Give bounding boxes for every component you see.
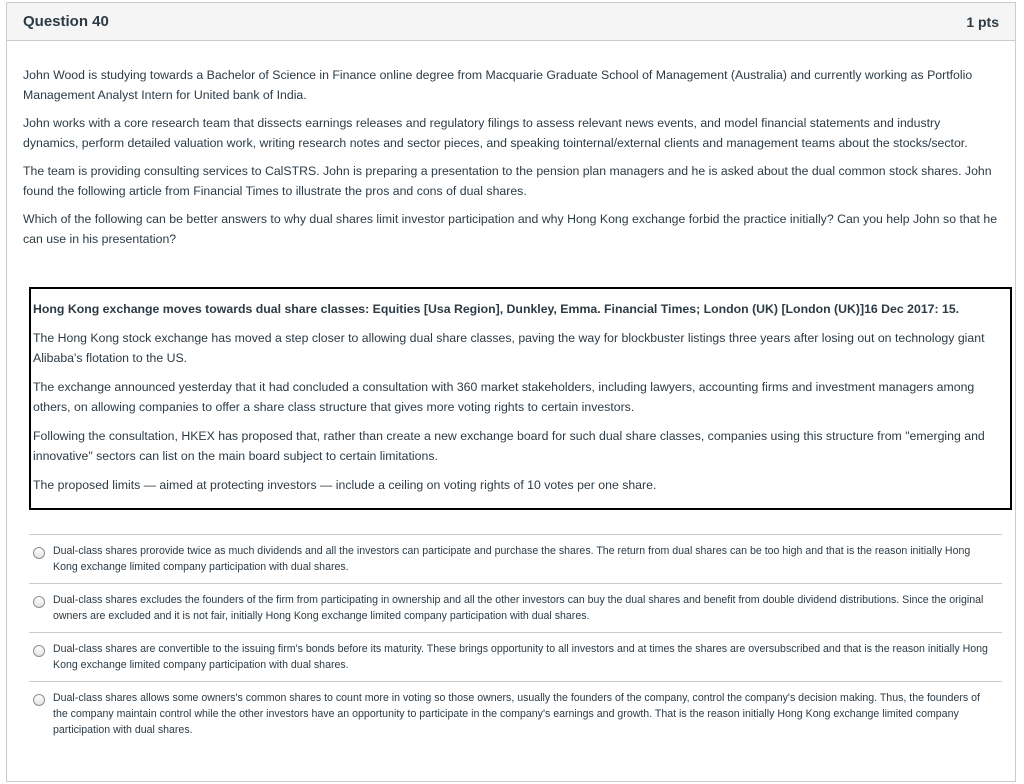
answer-list (29, 534, 1002, 746)
question-body (7, 41, 1015, 746)
question-paragraph: John Wood is studying towards a Bachelor of Science in Finance online degree from Macquarie Graduate School of Management (Australia) and currently working as Portfolio Management Analyst Intern for United bank of India. (23, 68, 973, 102)
question-card (6, 2, 1016, 782)
radio-button[interactable] (33, 694, 45, 706)
answer-option[interactable] (29, 632, 1002, 681)
answer-text: Dual-class shares excludes the founders of the firm from participating in ownership and all the other investors can buy the dual shares and benefit from double dividend distributions. Since the original owners are excluded and it is not fair, initially Hong Kong exchange limited company participation with dual shares. (53, 594, 984, 622)
answer-option[interactable] (29, 583, 1002, 632)
article-box (29, 287, 1012, 510)
question-title: Question 40 (23, 13, 109, 30)
radio-button[interactable] (33, 596, 45, 608)
answer-option[interactable] (29, 534, 1002, 583)
question-header (7, 3, 1015, 41)
answer-text: Dual-class shares prorovide twice as much dividends and all the investors can participate and purchase the shares. The return from dual shares can be too high and that is the reason initially Hong Kong exchange limited company participation with dual shares. (53, 545, 971, 573)
article-title: Hong Kong exchange moves towards dual share classes: Equities [Usa Region], Dunkley, Emma. Financial Times; London (UK) [London (UK)]16 Dec 2017: 15. (33, 302, 960, 316)
article-paragraph: The Hong Kong stock exchange has moved a step closer to allowing dual share classes, paving the way for blockbuster listings three years after losing out on technology giant Alibaba's flotation to the US. (33, 331, 985, 365)
radio-button[interactable] (33, 645, 45, 657)
question-paragraph: Which of the following can be better answers to why dual shares limit investor participation and why Hong Kong exchange forbid the practice initially? Can you help John so that he can use in his presentation? (23, 212, 998, 246)
question-paragraph: The team is providing consulting services to CalSTRS. John is preparing a presentation to the pension plan managers and he is asked about the dual common stock shares. John found the following article from Financial Times to illustrate the pros and cons of dual shares. (23, 164, 992, 198)
article-paragraph: The exchange announced yesterday that it had concluded a consultation with 360 market stakeholders, including lawyers, accounting firms and investment managers among others, on allowing companies to offer a share class structure that gives more voting rights to certain investors. (33, 380, 975, 414)
article-paragraph: Following the consultation, HKEX has proposed that, rather than create a new exchange board for such dual share classes, companies using this structure from "emerging and innovative" sectors can list on the main board subject to certain limitations. (33, 429, 985, 463)
answer-option[interactable] (29, 681, 1002, 746)
question-points: 1 pts (966, 13, 999, 30)
answer-text: Dual-class shares allows some owners's common shares to count more in voting so those owners, usually the founders of the company, control the company's decision making. Thus, the founders of the company maintain control while the other investors have an opportunity to participate in the company's earnings and growth. That is the reason initially Hong Kong exchange limited company participation with dual shares. (53, 692, 980, 736)
question-paragraph: John works with a core research team that dissects earnings releases and regulatory filings to assess relevant news events, and model financial statements and industry dynamics, perform detailed valuation work, writing research notes and sector pieces, and speaking tointernal/external clients and management teams about the stocks/sector. (23, 116, 968, 150)
article-paragraph: The proposed limits — aimed at protecting investors — include a ceiling on voting rights of 10 votes per one share. (33, 478, 657, 492)
radio-button[interactable] (33, 547, 45, 559)
answer-text: Dual-class shares are convertible to the issuing firm's bonds before its maturity. These brings opportunity to all investors and at times the shares are oversubscribed and that is the reason initially Hong Kong exchange limited company participation with dual shares. (53, 643, 988, 671)
